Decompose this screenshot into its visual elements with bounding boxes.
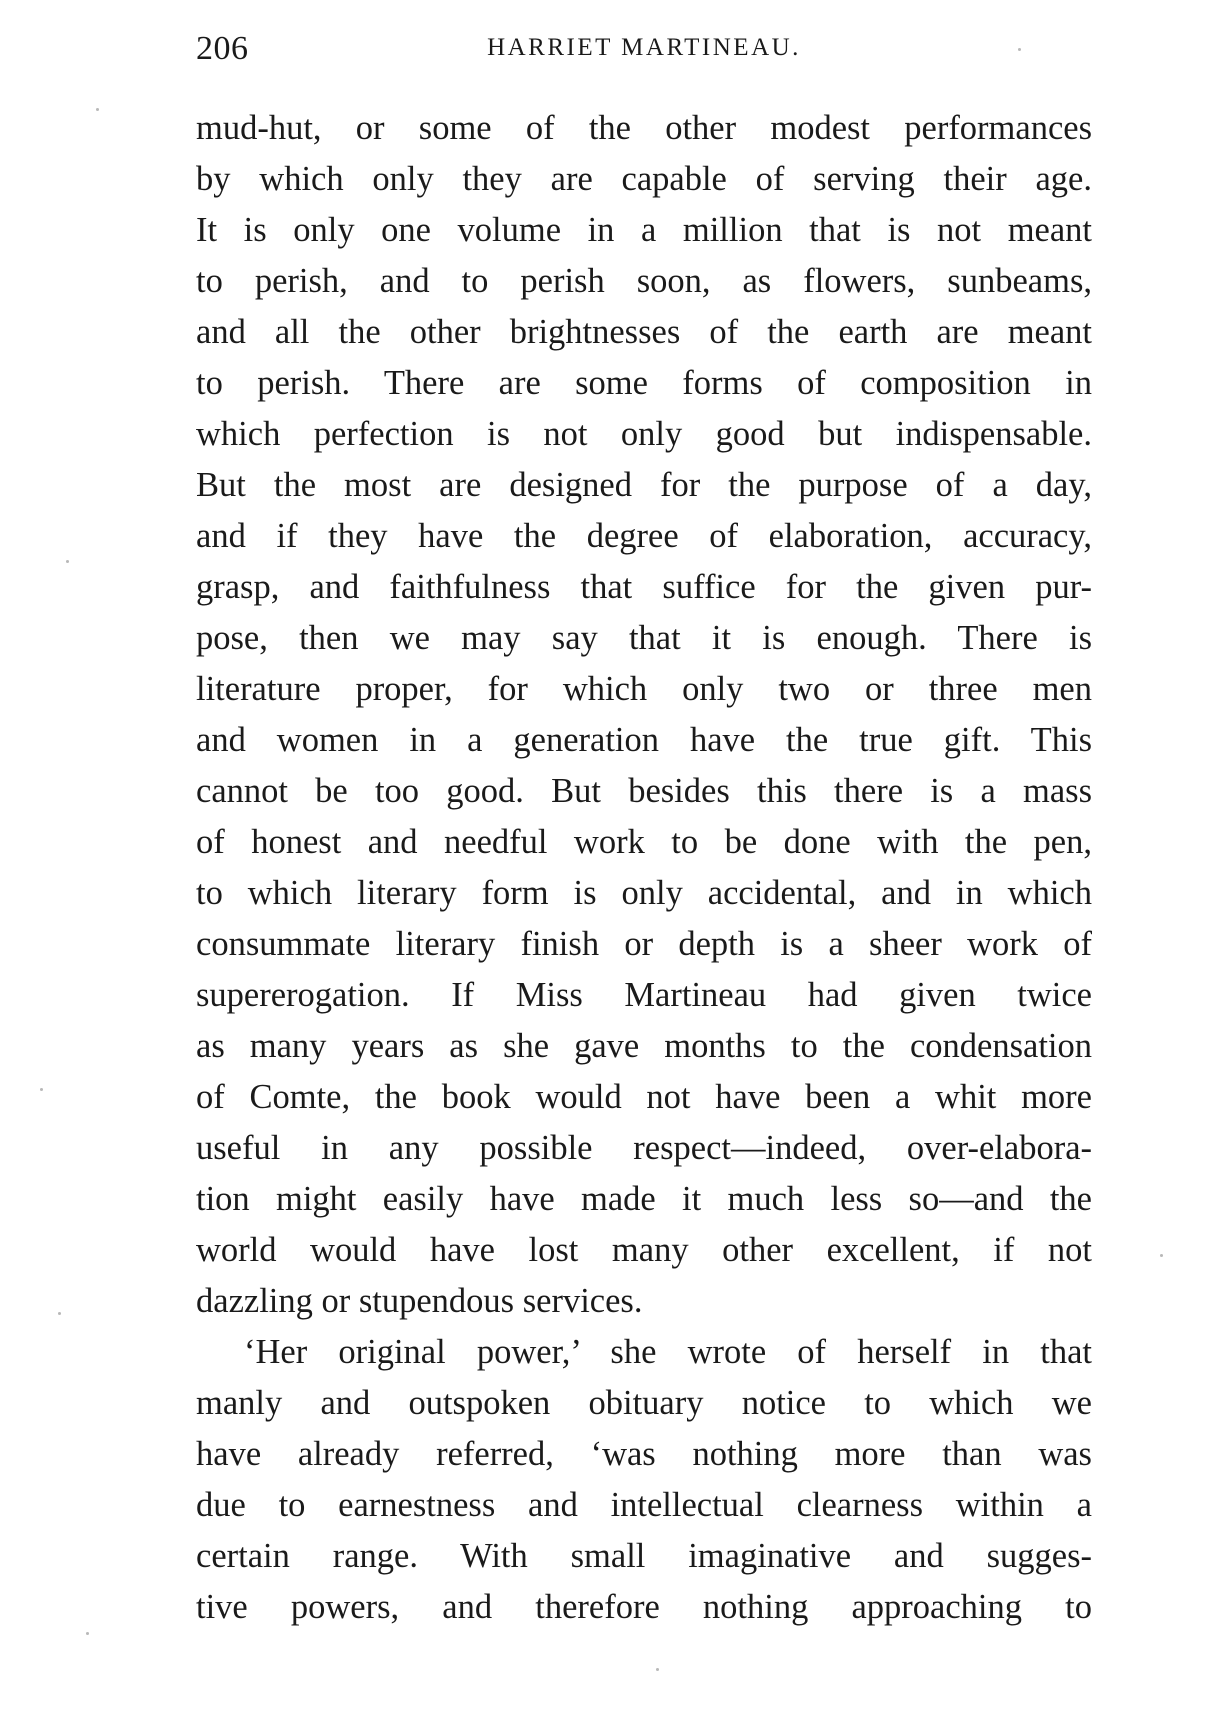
text-line: But the most are designed for the purpose of a day, [196,466,1092,504]
paper-speck [66,560,69,563]
text-line: by which only they are capable of serving their age. [196,160,1092,198]
paragraph-2 [196,1327,1092,1633]
text-line: of Comte, the book would not have been a whit more [196,1078,1092,1116]
text-line: consummate literary finish or depth is a sheer work of [196,925,1092,963]
text-line: to perish. There are some forms of composition in [196,364,1092,402]
paper-speck [1160,1254,1163,1257]
text-line: as many years as she gave months to the condensation [196,1027,1092,1065]
text-line: useful in any possible respect—indeed, over-elabora- [196,1129,1092,1167]
text-line: to which literary form is only accidental, and in which [196,874,1092,912]
paper-speck [40,1088,43,1091]
paper-speck [96,108,99,111]
text-line: ‘Her original power,’ she wrote of herself in that [244,1333,1092,1371]
paper-speck [656,1668,659,1671]
page-number: 206 [196,30,249,67]
page-header [196,30,1092,74]
running-title: HARRIET MARTINEAU. [487,34,801,61]
text-line: grasp, and faithfulness that suffice for the given pur- [196,568,1092,606]
text-line: world would have lost many other excellent, if not [196,1231,1092,1269]
text-line: cannot be too good. But besides this there is a mass [196,772,1092,810]
text-line: pose, then we may say that it is enough. There is [196,619,1092,657]
text-line: supererogation. If Miss Martineau had given twice [196,976,1092,1014]
paragraph-1 [196,103,1092,1327]
text-line: manly and outspoken obituary notice to which we [196,1384,1092,1422]
text-line: literature proper, for which only two or three men [196,670,1092,708]
text-line: and all the other brightnesses of the earth are meant [196,313,1092,351]
text-line: which perfection is not only good but indispensable. [196,415,1092,453]
text-line: tive powers, and therefore nothing approaching to [196,1588,1092,1626]
text-line: of honest and needful work to be done with the pen, [196,823,1092,861]
text-line: tion might easily have made it much less so—and the [196,1180,1092,1218]
text-line: due to earnestness and intellectual clearness within a [196,1486,1092,1524]
text-line: mud-hut, or some of the other modest performances [196,109,1092,147]
text-line: to perish, and to perish soon, as flowers, sunbeams, [196,262,1092,300]
text-line: have already referred, ‘was nothing more than was [196,1435,1092,1473]
text-line: and women in a generation have the true gift. This [196,721,1092,759]
paper-speck [86,1632,89,1635]
body-text [196,103,1092,1633]
text-line: It is only one volume in a million that is not meant [196,211,1092,249]
text-line: certain range. With small imaginative and sugges- [196,1537,1092,1575]
text-line: and if they have the degree of elaboration, accuracy, [196,517,1092,555]
text-line: dazzling or stupendous services. [196,1282,643,1320]
paper-speck [58,1312,61,1315]
paper-speck [1018,48,1021,51]
